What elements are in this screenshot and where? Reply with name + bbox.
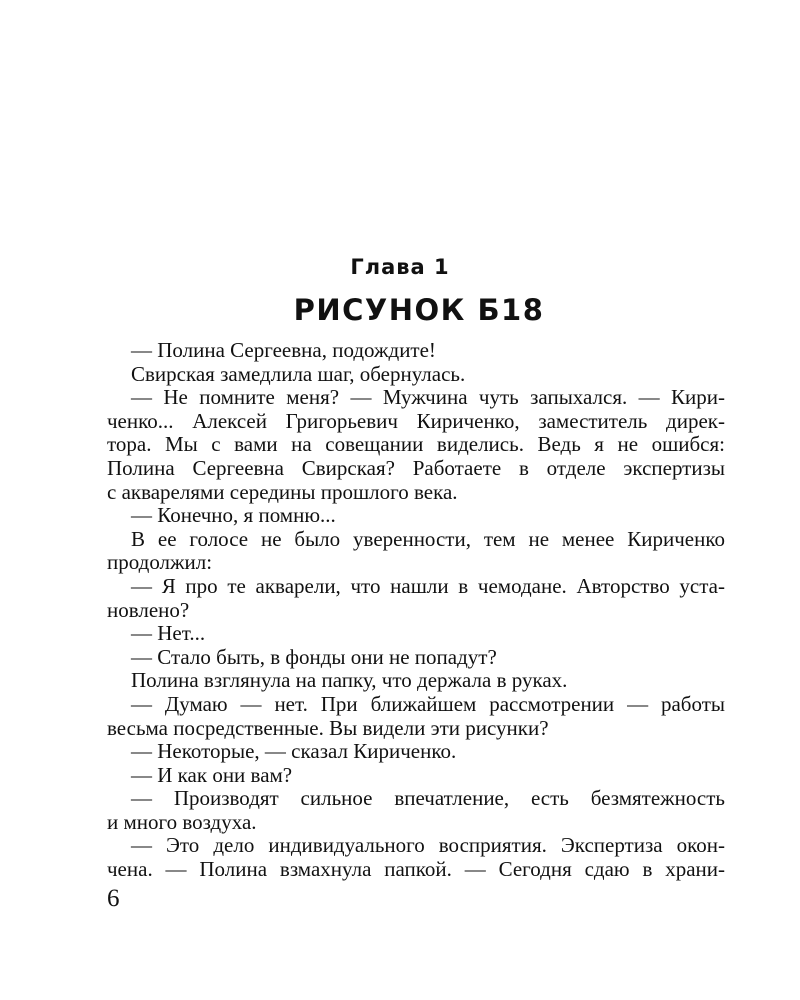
text-line: с акварелями середины прошлого века. bbox=[107, 479, 458, 504]
text-line: Полина взглянула на папку, что держала в руках. bbox=[131, 668, 568, 693]
text-line: тора. Мы с вами на совещании виделись. Ведь я не ошибся: bbox=[107, 433, 725, 457]
text-line: — Я про те акварели, что нашли в чемодане. Авторство уста- bbox=[131, 574, 725, 598]
text-line: — Некоторые, — сказал Кириченко. bbox=[131, 739, 457, 764]
text-line: — Думаю — нет. При ближайшем рассмотрении — работы bbox=[131, 692, 725, 716]
text-line: — Стало быть, в фонды они не попадут? bbox=[131, 644, 497, 669]
body-text bbox=[107, 339, 725, 882]
text-line: — Полина Сергеевна, подождите! bbox=[131, 338, 436, 362]
text-line: весьма посредственные. Вы видели эти рисунки? bbox=[107, 715, 549, 740]
text-line: — Это дело индивидуального восприятия. Экспертиза окон- bbox=[131, 834, 725, 858]
text-line: В ее голосе не было уверенности, тем не менее Кириченко bbox=[131, 527, 725, 551]
text-line: ченко... Алексей Григорьевич Кириченко, заместитель дирек- bbox=[107, 409, 725, 433]
chapter-title: РИСУНОК Б18 bbox=[293, 293, 545, 327]
chapter-label: Глава 1 bbox=[350, 255, 450, 279]
text-line: Полина Сергеевна Свирская? Работаете в отделе экспертизы bbox=[107, 456, 725, 480]
text-line: — Конечно, я помню... bbox=[131, 503, 336, 528]
text-line: продолжил: bbox=[107, 550, 213, 575]
text-line: — Не помните меня? — Мужчина чуть запыхался. — Кири- bbox=[131, 386, 725, 410]
text-line: чена. — Полина взмахнула папкой. — Сегодня сдаю в храни- bbox=[107, 858, 725, 882]
text-line: и много воздуха. bbox=[107, 809, 257, 834]
text-line: новлено? bbox=[107, 597, 190, 622]
text-line: — Производят сильное впечатление, есть безмятежность bbox=[131, 787, 725, 811]
text-line: Свирская замедлила шаг, обернулась. bbox=[131, 361, 466, 386]
page-number: 6 bbox=[107, 885, 120, 912]
text-line: — И как они вам? bbox=[131, 762, 293, 787]
text-line: — Нет... bbox=[131, 621, 206, 646]
